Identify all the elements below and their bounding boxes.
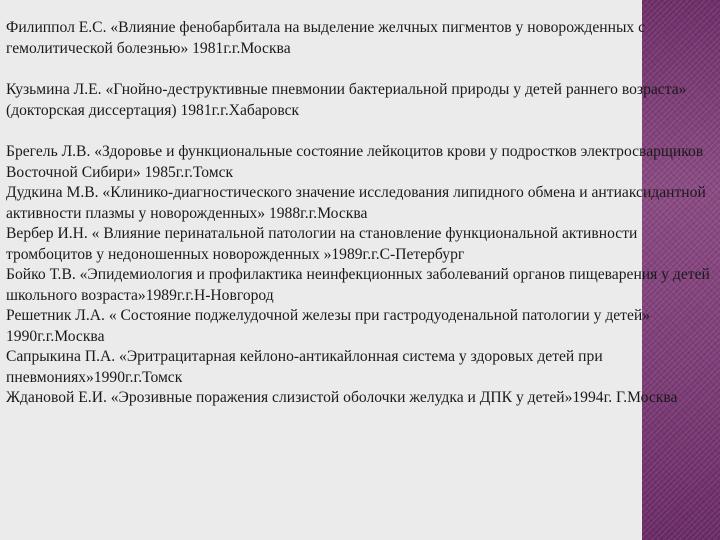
reference-entry: Решетник Л.А. « Состояние поджелудочной железы при гастродуоденальной патологии у детей» 1990г.г.Москва xyxy=(6,307,651,345)
reference-entry: Дудкина М.В. «Клинико-диагностического значение исследования липидного обмена и антиаксидантной активности плазмы у новорожденных» 1988г.г.Москва xyxy=(6,184,706,222)
reference-entry: Брегель Л.В. «Здоровье и функциональные состояние лейкоцитов крови у подростков электросварщиков Восточной Сибири» 1985г.г.Томск xyxy=(6,143,704,181)
reference-entry: Ждановой Е.И. «Эрозивные поражения слизистой оболочки желудка и ДПК у детей»1994г. Г.Москва xyxy=(6,389,678,406)
reference-list xyxy=(6,18,718,409)
reference-entry: Кузьмина Л.Е. «Гнойно-деструктивные пневмонии бактериальной природы у детей раннего возраста» (докторская диссертация) 1981г.г.Хабаровск xyxy=(6,81,687,119)
reference-entry: Вербер И.Н. « Влияние перинатальной патологии на становление функциональной активности тромбоцитов у недоношенных новорожденных »1989г.г.С-Петербург xyxy=(6,225,638,263)
reference-entry: Сапрыкина П.А. «Эритрацитарная кейлоно-антикайлонная система у здоровых детей при пневмониях»1990г.г.Томск xyxy=(6,348,603,386)
reference-entry: Бойко Т.В. «Эпидемиология и профилактика неинфекционных заболеваний органов пищеварения у детей школьного возраста»1989г.г.Н-Новгород xyxy=(6,266,710,304)
reference-entry: Филиппол Е.С. «Влияние фенобарбитала на выделение желчных пигментов у новорожденных с гемолитической болезнью» 1981г.г.Москва xyxy=(6,19,646,57)
